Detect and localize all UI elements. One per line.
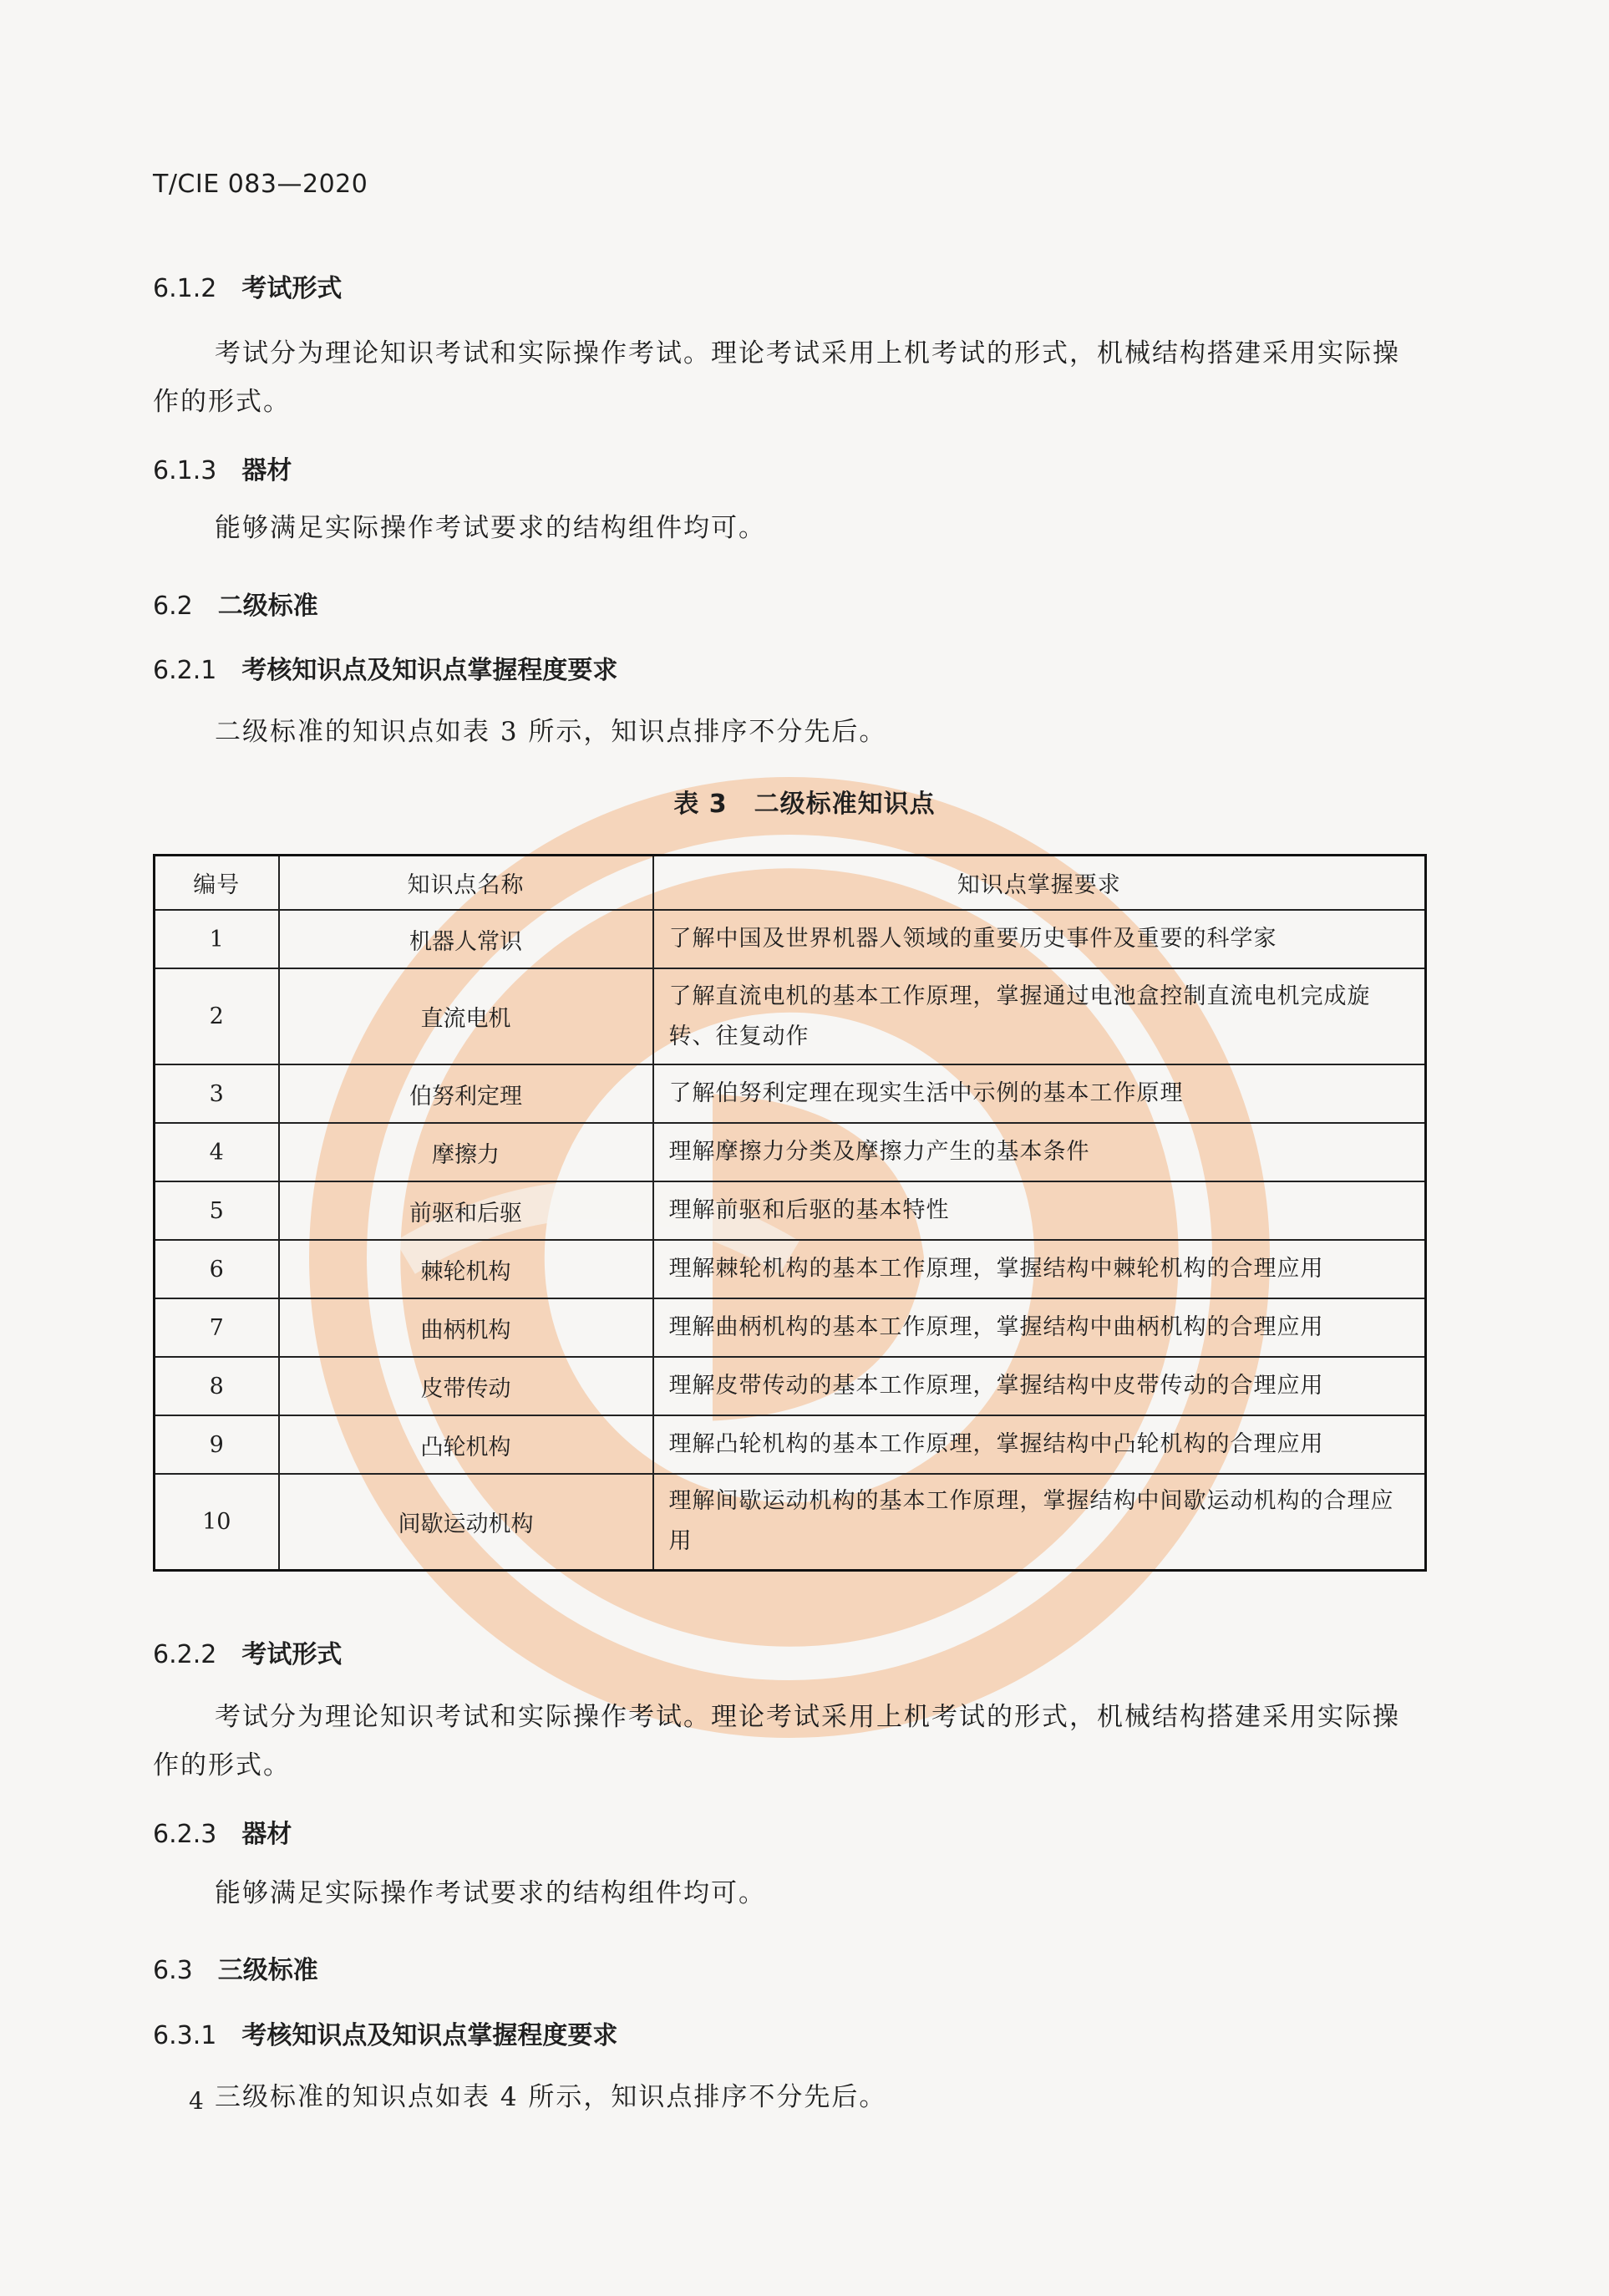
row-requirement: 理解间歇运动机构的基本工作原理，掌握结构中间歇运动机构的合理应用: [653, 1474, 1426, 1570]
row-number: 10: [155, 1474, 279, 1570]
paragraph-6-3-1: 三级标准的知识点如表 4 所示，知识点排序不分先后。: [215, 2082, 887, 2112]
heading-6-2-2: 6.2.2 考试形式: [153, 1640, 343, 1669]
row-requirement: 理解棘轮机构的基本工作原理，掌握结构中棘轮机构的合理应用: [653, 1240, 1426, 1298]
table-row: [155, 1298, 1426, 1357]
row-requirement: 理解凸轮机构的基本工作原理，掌握结构中凸轮机构的合理应用: [653, 1415, 1426, 1474]
paragraph-6-2-1: 二级标准的知识点如表 3 所示，知识点排序不分先后。: [215, 717, 887, 747]
row-requirement: 理解皮带传动的基本工作原理，掌握结构中皮带传动的合理应用: [653, 1357, 1426, 1415]
heading-6-3-1: 6.3.1 考核知识点及知识点掌握程度要求: [153, 2021, 618, 2050]
row-number: 8: [155, 1357, 279, 1415]
row-number: 1: [155, 910, 279, 968]
row-name: 曲柄机构: [279, 1298, 653, 1357]
table-header-number: 编号: [155, 856, 279, 911]
knowledge-table: [153, 854, 1427, 1572]
heading-6-2: 6.2 二级标准: [153, 592, 318, 621]
paragraph-6-2-3: 能够满足实际操作考试要求的结构组件均可。: [215, 1878, 766, 1908]
row-name: 机器人常识: [279, 910, 653, 968]
row-number: 9: [155, 1415, 279, 1474]
row-name: 直流电机: [279, 968, 653, 1064]
row-requirement: 理解曲柄机构的基本工作原理，掌握结构中曲柄机构的合理应用: [653, 1298, 1426, 1357]
table-header-name: 知识点名称: [279, 856, 653, 911]
row-requirement: 理解前驱和后驱的基本特性: [653, 1181, 1426, 1240]
row-name: 伯努利定理: [279, 1064, 653, 1123]
paragraph-6-2-2: 考试分为理论知识考试和实际操作考试。理论考试采用上机考试的形式，机械结构搭建采用实际操作的形式。: [153, 1702, 1400, 1780]
table-row: [155, 1064, 1426, 1123]
heading-6-1-2: 6.1.2 考试形式: [153, 274, 343, 303]
row-name: 棘轮机构: [279, 1240, 653, 1298]
row-requirement: 了解伯努利定理在现实生活中示例的基本工作原理: [653, 1064, 1426, 1123]
heading-6-3: 6.3 三级标准: [153, 1956, 318, 1985]
row-requirement: 了解中国及世界机器人领域的重要历史事件及重要的科学家: [653, 910, 1426, 968]
table-row: [155, 1181, 1426, 1240]
table-caption: 表 3 二级标准知识点: [673, 790, 936, 819]
table-row: [155, 1357, 1426, 1415]
table-row: [155, 910, 1426, 968]
heading-6-1-3: 6.1.3 器材: [153, 456, 292, 485]
row-number: 6: [155, 1240, 279, 1298]
row-number: 4: [155, 1123, 279, 1181]
row-name: 凸轮机构: [279, 1415, 653, 1474]
row-number: 5: [155, 1181, 279, 1240]
row-name: 皮带传动: [279, 1357, 653, 1415]
row-name: 前驱和后驱: [279, 1181, 653, 1240]
row-number: 7: [155, 1298, 279, 1357]
table-header-requirement: 知识点掌握要求: [653, 856, 1426, 911]
page-number: 4: [189, 2087, 204, 2115]
row-number: 2: [155, 968, 279, 1064]
table-row: [155, 1415, 1426, 1474]
row-name: 摩擦力: [279, 1123, 653, 1181]
heading-6-2-1: 6.2.1 考核知识点及知识点掌握程度要求: [153, 656, 618, 685]
table-row: [155, 1123, 1426, 1181]
paragraph-6-1-2: 考试分为理论知识考试和实际操作考试。理论考试采用上机考试的形式，机械结构搭建采用实际操作的形式。: [153, 338, 1400, 417]
row-name: 间歇运动机构: [279, 1474, 653, 1570]
table-row: [155, 1240, 1426, 1298]
row-requirement: 理解摩擦力分类及摩擦力产生的基本条件: [653, 1123, 1426, 1181]
table-row: [155, 1474, 1426, 1570]
row-requirement: 了解直流电机的基本工作原理，掌握通过电池盒控制直流电机完成旋转、往复动作: [653, 968, 1426, 1064]
heading-6-2-3: 6.2.3 器材: [153, 1820, 292, 1849]
document-code: T/CIE 083—2020: [153, 170, 368, 199]
paragraph-6-1-3: 能够满足实际操作考试要求的结构组件均可。: [215, 513, 766, 543]
row-number: 3: [155, 1064, 279, 1123]
table-row: [155, 968, 1426, 1064]
